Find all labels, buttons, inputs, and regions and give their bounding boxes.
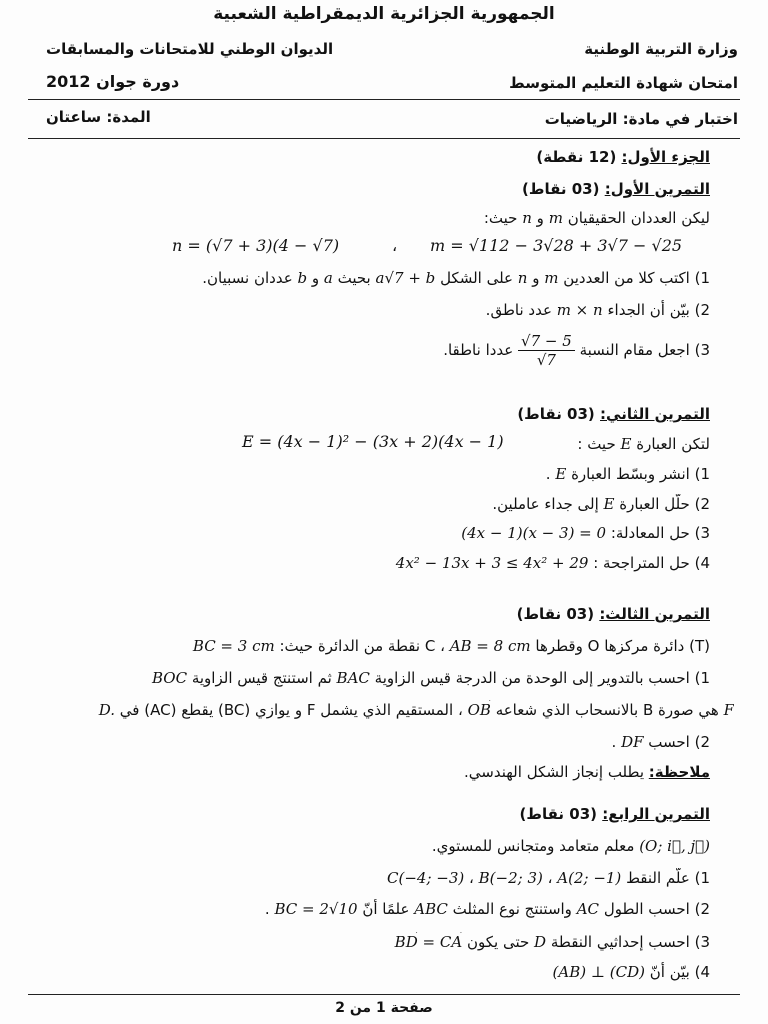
ex3-c-part: ، C نقطة من الدائرة حيث:	[279, 637, 445, 655]
ex2-q2-e: E	[603, 495, 615, 513]
ex1-q1-and2: و	[311, 269, 320, 287]
ex1-q1-and: و	[532, 269, 540, 287]
ex3-point-d: D.	[98, 701, 116, 719]
ex4-q3	[40, 932, 710, 952]
ex4-q1	[40, 868, 710, 888]
ex4-intro	[40, 836, 710, 856]
ex2-heading	[40, 404, 710, 424]
ex3-note-label: ملاحظة:	[648, 763, 710, 781]
ex4-q2-known: علمًا أنّ	[362, 900, 410, 918]
ex4-point-a: A(2; −1)	[557, 869, 622, 887]
ex1-q2-end: عدد ناطق.	[485, 301, 552, 319]
page-number: صفحة 1 من 2	[335, 1000, 433, 1016]
part1-title: الجزء الأول:	[621, 148, 710, 166]
ex4-point-d: D	[534, 933, 547, 951]
ex4-sep-2: ،	[469, 869, 474, 887]
ex1-q3-end: عددا ناطقا.	[443, 341, 514, 359]
ex1-q3	[40, 330, 710, 374]
session-label: دورة جوان 2012	[46, 72, 180, 91]
ex3-points: (03 نقاط)	[516, 605, 595, 623]
ex1-q2	[40, 300, 710, 320]
ex4-points: (03 نقاط)	[519, 805, 597, 823]
ex1-q1-b: b	[297, 269, 308, 287]
ex2-q2-text: 2) حلّل العبارة	[619, 495, 710, 513]
ex3-note-text: يطلب إنجاز الشكل الهندسي.	[464, 763, 645, 781]
ex1-q1-text: 1) اكتب كلا من العددين	[563, 269, 710, 287]
part1-heading	[40, 147, 710, 167]
ex2-q2	[40, 494, 710, 514]
ex3-bc: BC = 3 cm	[192, 637, 275, 655]
ex1-and: و	[536, 209, 544, 227]
ex3-q1	[40, 668, 710, 688]
ex2-q3	[40, 523, 710, 543]
ex4-sep-1: ،	[547, 869, 553, 887]
ex2-q1-e: E	[555, 465, 567, 483]
ex2-intro-text: لتكن العبارة	[636, 435, 710, 453]
ex3-q2-statement	[34, 700, 734, 720]
ex3-heading	[40, 604, 710, 624]
ex2-q4-text: 4) حل المتراجحة :	[593, 554, 710, 572]
ex1-q1-a: a	[323, 269, 333, 287]
ex2-intro-end: حيث :	[577, 435, 616, 453]
ex4-q2-mid: واستنتج نوع المثلث	[452, 900, 572, 918]
ex1-title: التمرين الأول:	[604, 180, 710, 198]
ex4-q2	[40, 899, 710, 919]
header-divider-bottom	[28, 138, 740, 139]
ex3-q2-text2: ، المستقيم الذي يشمل F و يوازي (BC) يقطع (AC) في	[119, 701, 463, 719]
ex1-sep: ،	[392, 236, 398, 255]
ex3-angle-boc: BOC	[151, 669, 188, 687]
ex1-q1-end: بحيث	[337, 269, 371, 287]
ex1-q3-denominator: √7	[536, 351, 556, 369]
ex4-q3-mid: حتى يكون	[466, 933, 530, 951]
ex4-vector-ca: CA ›	[440, 932, 462, 952]
ex3-q1-mid: ثم استنتج قيس الزاوية	[191, 669, 332, 687]
ex3-q2-text: هي صورة B بالانسحاب الذي شعاعه	[495, 701, 719, 719]
ex2-q3-equation: (4x − 1)(x − 3) = 0	[461, 524, 607, 542]
ex1-q3-fraction	[518, 332, 575, 369]
ex4-q4-text: 4) بيّن أنّ	[649, 963, 710, 981]
ex3-ab: AB = 8 cm	[449, 637, 531, 655]
ex4-abc: ABC	[414, 900, 448, 918]
ex2-q4	[40, 553, 710, 573]
ex1-eq-m: m = √112 − 3√28 + 3√7 − √25	[430, 236, 683, 255]
ex4-ac: AC	[576, 900, 600, 918]
ex2-title: التمرين الثاني:	[600, 405, 710, 423]
ex4-perpendicular: (AB) ⊥ (CD)	[552, 963, 645, 981]
duration-label: المدة: ساعتان	[46, 108, 151, 126]
footer-divider	[28, 994, 740, 995]
ex2-points: (03 نقاط)	[517, 405, 595, 423]
subject-label: اختبار في مادة: الرياضيات	[544, 110, 738, 128]
ex1-q2-expr: m × n	[556, 301, 603, 319]
ex3-q1-text: 1) احسب بالتدوير إلى الوحدة من الدرجة قيس الزاوية	[374, 669, 710, 687]
ministry-label: وزارة التربية الوطنية	[584, 40, 738, 58]
ex3-intro	[40, 636, 710, 656]
ex2-q3-text: 3) حل المعادلة:	[610, 524, 710, 542]
ex3-title: التمرين الثالث:	[599, 605, 710, 623]
ex4-intro-text: معلم متعامد ومتجانس للمستوي.	[431, 837, 635, 855]
ex1-intro-end: حيث:	[483, 209, 518, 227]
ex1-intro-text: ليكن العددان الحقيقيان	[567, 209, 710, 227]
ex4-q1-text: 1) علّم النقط	[626, 869, 710, 887]
ex3-intro-text: (T) دائرة مركزها O وقطرها	[535, 637, 710, 655]
ex4-point-c: C(−4; −3)	[387, 869, 465, 887]
ex1-intro	[40, 208, 710, 228]
ex4-q2-text: 2) احسب الطول	[603, 900, 710, 918]
ex2-expression: E = (4x − 1)² − (3x + 2)(4x − 1)	[242, 432, 504, 451]
ex4-equals: =	[422, 933, 436, 951]
ex4-point-b: B(−2; 3)	[478, 869, 543, 887]
exam-label: امتحان شهادة التعليم المتوسط	[509, 74, 738, 92]
ex2-q2-end: إلى جداء عاملين.	[492, 495, 599, 513]
ex3-q2b-text: 2) احسب	[648, 733, 710, 751]
ex1-eq-n: n = (√7 + 3)(4 − √7)	[172, 236, 340, 255]
ex3-note	[40, 762, 710, 782]
ex1-heading	[40, 179, 710, 199]
ex3-point-f: F	[723, 701, 734, 719]
ex1-q2-text: 2) بيّن أن الجداء	[607, 301, 710, 319]
header-divider-top	[28, 99, 740, 100]
ex1-q1-m: m	[544, 269, 559, 287]
ex2-intro-e: E	[620, 435, 632, 453]
ex1-q1-form: a√7 + b	[375, 269, 436, 287]
ex2-q1-end: .	[545, 465, 551, 483]
ex1-q1-form-text: على الشكل	[440, 269, 514, 287]
ex3-vector-ob: OB ›	[468, 700, 491, 720]
ex1-q1-tail: عددان نسبيان.	[202, 269, 293, 287]
ex1-q3-text: 3) اجعل مقام النسبة	[579, 341, 710, 359]
ex1-var-n: n	[522, 209, 532, 227]
ex4-q2-end: .	[264, 900, 270, 918]
ex3-q2	[40, 732, 710, 752]
ex1-q3-numerator: √7 − 5	[518, 332, 575, 351]
ex3-angle-bac: BAC	[336, 669, 370, 687]
ex2-q1	[40, 464, 710, 484]
ex1-q1	[40, 268, 710, 288]
ex4-vector-bd: BD ›	[395, 932, 418, 952]
ex4-heading	[40, 804, 710, 824]
office-label: الديوان الوطني للامتحانات والمسابقات	[46, 40, 334, 58]
ex3-df: DF	[621, 733, 644, 751]
ex4-bc: BC = 2√10	[274, 900, 358, 918]
ex4-q4	[40, 962, 710, 982]
ex3-q2b-end: .	[611, 733, 617, 751]
ex1-var-m: m	[548, 209, 563, 227]
ex4-q3-text: 3) احسب إحداثيي النقطة	[550, 933, 710, 951]
part1-points: (12 نقطة)	[536, 148, 617, 166]
ex1-q1-n: n	[517, 269, 528, 287]
ex1-points: (03 نقاط)	[522, 180, 600, 198]
ex4-frame: (O; i⃗, j⃗)	[639, 837, 710, 855]
ex2-q4-inequality: 4x² − 13x + 3 ≤ 4x² + 29	[395, 554, 589, 572]
ex2-q1-text: 1) انشر وبسّط العبارة	[571, 465, 710, 483]
ex4-title: التمرين الرابع:	[602, 805, 710, 823]
republic-title: الجمهورية الجزائرية الديمقراطية الشعبية	[213, 4, 555, 24]
